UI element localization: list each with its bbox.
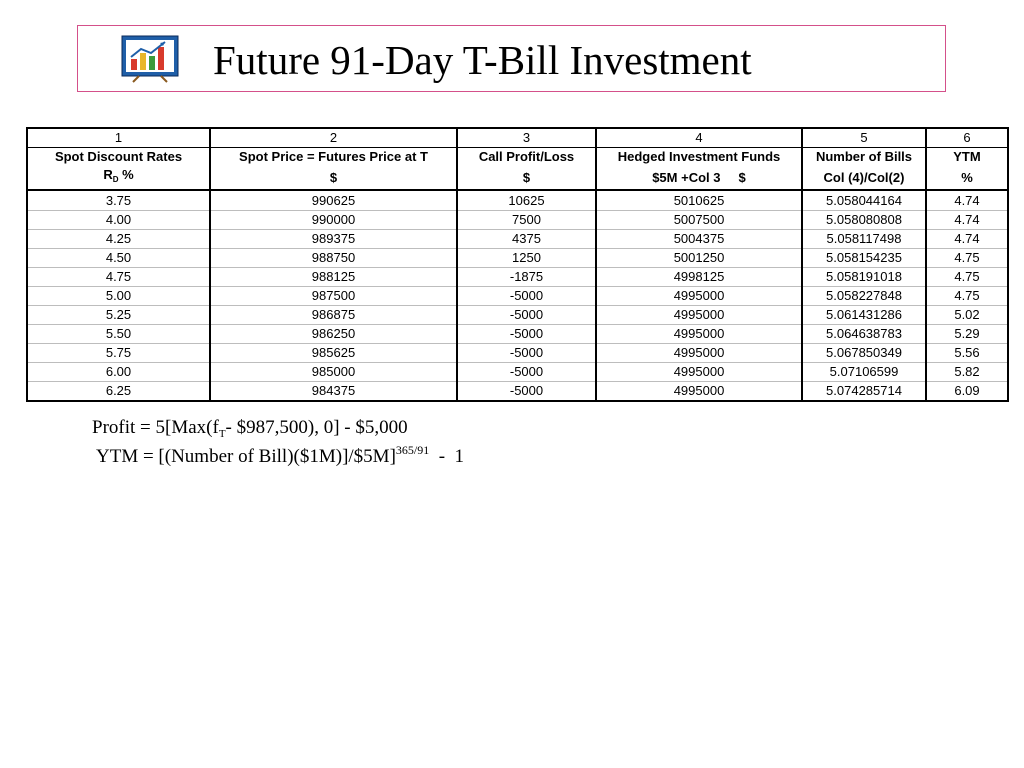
table-cell: 987500	[210, 287, 457, 306]
table-cell: 5004375	[596, 230, 802, 249]
table-row	[27, 344, 1008, 363]
table-row	[27, 306, 1008, 325]
table-cell: 984375	[210, 382, 457, 402]
table-cell: -5000	[457, 344, 596, 363]
unit-main: R	[103, 167, 113, 182]
table-row	[27, 268, 1008, 287]
table-cell: 4.75	[926, 287, 1008, 306]
table-cell: -5000	[457, 325, 596, 344]
page-title: Future 91-Day T-Bill Investment	[213, 37, 752, 83]
table-cell: 5.75	[27, 344, 210, 363]
table-cell: 990625	[210, 190, 457, 211]
column-unit	[27, 166, 210, 190]
column-unit: %	[926, 166, 1008, 190]
ytm-formula	[96, 443, 465, 468]
table-cell: 989375	[210, 230, 457, 249]
table-cell: -5000	[457, 287, 596, 306]
table-cell: 990000	[210, 211, 457, 230]
table-cell: 6.25	[27, 382, 210, 402]
column-unit-row	[27, 166, 1008, 190]
profit-formula-a: Profit = 5[Max(f	[92, 417, 219, 438]
column-number-row	[27, 128, 1008, 148]
ytm-formula-a: YTM = [(Number of Bill)($1M)]/$5M]	[96, 446, 396, 467]
table-cell: 6.00	[27, 363, 210, 382]
table-row	[27, 325, 1008, 344]
column-number: 1	[27, 128, 210, 148]
column-header-row	[27, 148, 1008, 167]
table-cell: 5.29	[926, 325, 1008, 344]
unit-subscript: D	[112, 175, 119, 184]
table-cell: 6.09	[926, 382, 1008, 402]
table-cell: 5010625	[596, 190, 802, 211]
table-cell: 4.25	[27, 230, 210, 249]
table-cell: 4995000	[596, 306, 802, 325]
table-cell: 7500	[457, 211, 596, 230]
unit-rest: %	[118, 167, 134, 182]
table-cell: -5000	[457, 382, 596, 402]
profit-formula-b: - $987,500), 0] - $5,000	[225, 417, 408, 438]
column-header: Number of Bills	[802, 148, 926, 167]
table-cell: 5.058044164	[802, 190, 926, 211]
table-cell: 4.50	[27, 249, 210, 268]
table-body	[27, 190, 1008, 401]
table-cell: 4375	[457, 230, 596, 249]
column-number: 4	[596, 128, 802, 148]
chart-presentation-icon	[121, 35, 179, 83]
column-unit: Col (4)/Col(2)	[802, 166, 926, 190]
table-cell: 5.00	[27, 287, 210, 306]
column-header: Spot Price = Futures Price at T	[210, 148, 457, 167]
table-row	[27, 230, 1008, 249]
table-cell: 4995000	[596, 325, 802, 344]
table-cell: 5.058117498	[802, 230, 926, 249]
table-cell: 4.00	[27, 211, 210, 230]
table-row	[27, 287, 1008, 306]
table-cell: 5.064638783	[802, 325, 926, 344]
ytm-formula-exponent: 365/91	[395, 443, 430, 457]
column-header: Call Profit/Loss	[457, 148, 596, 167]
table-cell: 4.74	[926, 211, 1008, 230]
table-cell: 4995000	[596, 363, 802, 382]
table-cell: 5.82	[926, 363, 1008, 382]
column-unit: $	[210, 166, 457, 190]
table-cell: 4998125	[596, 268, 802, 287]
table-cell: 5.25	[27, 306, 210, 325]
table-cell: -1875	[457, 268, 596, 287]
table-cell: 4.75	[926, 249, 1008, 268]
table-cell: 4.75	[27, 268, 210, 287]
table-cell: 5.058191018	[802, 268, 926, 287]
column-header: YTM	[926, 148, 1008, 167]
table-row	[27, 190, 1008, 211]
column-header: Hedged Investment Funds	[596, 148, 802, 167]
table-cell: -5000	[457, 306, 596, 325]
table-cell: 5.058080808	[802, 211, 926, 230]
tbill-table	[26, 127, 1009, 402]
table-cell: 10625	[457, 190, 596, 211]
profit-formula	[92, 417, 408, 439]
column-number: 6	[926, 128, 1008, 148]
table-cell: 986250	[210, 325, 457, 344]
table-cell: 4.74	[926, 230, 1008, 249]
table-cell: 4995000	[596, 382, 802, 402]
table-row	[27, 363, 1008, 382]
table-cell: 986875	[210, 306, 457, 325]
profit-formula-subscript: T	[218, 428, 226, 440]
table-cell: 985625	[210, 344, 457, 363]
table-cell: 5.067850349	[802, 344, 926, 363]
table-row	[27, 211, 1008, 230]
table-cell: 5.058154235	[802, 249, 926, 268]
table-cell: 4995000	[596, 344, 802, 363]
ytm-formula-b: - 1	[429, 446, 465, 467]
table-cell: 5.56	[926, 344, 1008, 363]
column-unit: $	[457, 166, 596, 190]
column-unit: $5M +Col 3 $	[596, 166, 802, 190]
table-cell: 4995000	[596, 287, 802, 306]
table-cell: 985000	[210, 363, 457, 382]
table-cell: 5.07106599	[802, 363, 926, 382]
table-cell: 4.75	[926, 268, 1008, 287]
table-cell: 5.061431286	[802, 306, 926, 325]
column-header: Spot Discount Rates	[27, 148, 210, 167]
table-row	[27, 382, 1008, 402]
table-cell: 988125	[210, 268, 457, 287]
table-row	[27, 249, 1008, 268]
table-cell: 3.75	[27, 190, 210, 211]
column-number: 2	[210, 128, 457, 148]
table-cell: 5.058227848	[802, 287, 926, 306]
column-number: 5	[802, 128, 926, 148]
table-cell: 5.02	[926, 306, 1008, 325]
table-cell: 5.074285714	[802, 382, 926, 402]
column-number: 3	[457, 128, 596, 148]
table-cell: 5007500	[596, 211, 802, 230]
table-cell: -5000	[457, 363, 596, 382]
table-cell: 1250	[457, 249, 596, 268]
table-cell: 4.74	[926, 190, 1008, 211]
table-cell: 5.50	[27, 325, 210, 344]
title-box	[77, 25, 946, 92]
table-cell: 5001250	[596, 249, 802, 268]
table-cell: 988750	[210, 249, 457, 268]
